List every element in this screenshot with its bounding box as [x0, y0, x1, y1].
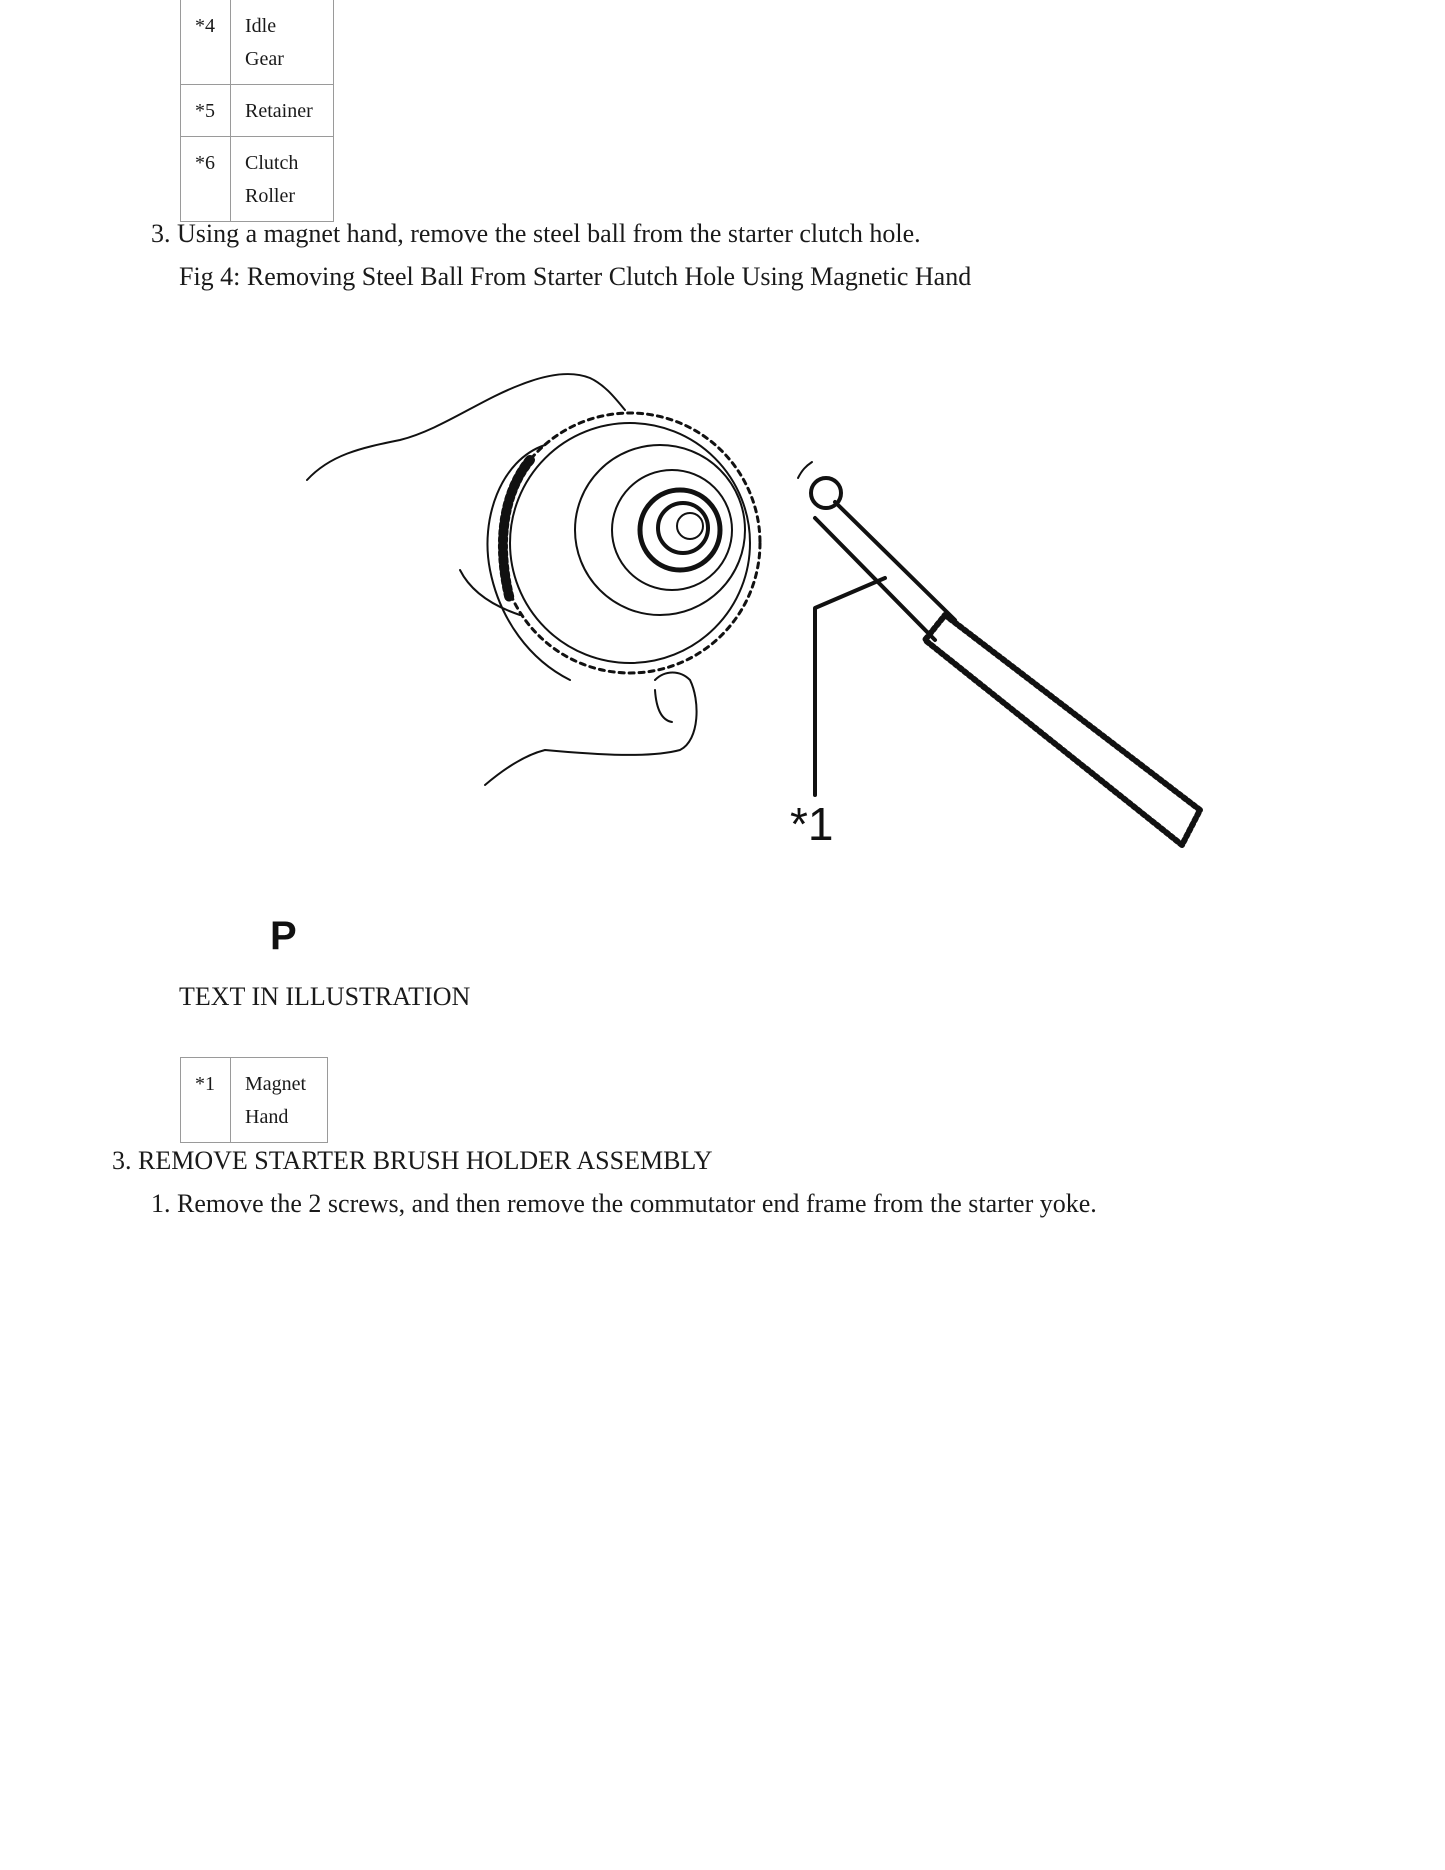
callout-label: *1: [790, 798, 834, 850]
legend-label: [231, 1058, 328, 1143]
legend-label-line: Gear: [245, 48, 284, 70]
legend-label-line: Retainer: [245, 100, 313, 122]
figure-caption: Fig 4: Removing Steel Ball From Starter Clutch Hole Using Magnetic Hand: [179, 262, 972, 291]
legend-label-line: Magnet: [245, 1073, 307, 1095]
section-3-heading: 3. REMOVE STARTER BRUSH HOLDER ASSEMBLY: [112, 1146, 713, 1175]
legend-key: *1: [181, 1058, 231, 1143]
legend-table-bottom: [180, 1057, 328, 1143]
substep-1-text: 1. Remove the 2 screws, and then remove the commutator end frame from the starter yoke.: [151, 1189, 1097, 1218]
table-row: [181, 1058, 328, 1143]
legend-label-line: Roller: [245, 185, 295, 207]
legend-key: *5: [181, 85, 231, 137]
step-3-text: 3. Using a magnet hand, remove the steel ball from the starter clutch hole.: [151, 219, 921, 248]
hand-outline: [307, 374, 625, 480]
legend-label-line: Idle: [245, 15, 277, 37]
legend-key: *4: [181, 0, 231, 85]
figure-marker: P: [270, 914, 297, 958]
text-in-illustration-heading: TEXT IN ILLUSTRATION: [179, 982, 471, 1011]
legend-label-line: Hand: [245, 1106, 289, 1128]
legend-key: *6: [181, 137, 231, 222]
legend-label-line: Clutch: [245, 152, 299, 174]
